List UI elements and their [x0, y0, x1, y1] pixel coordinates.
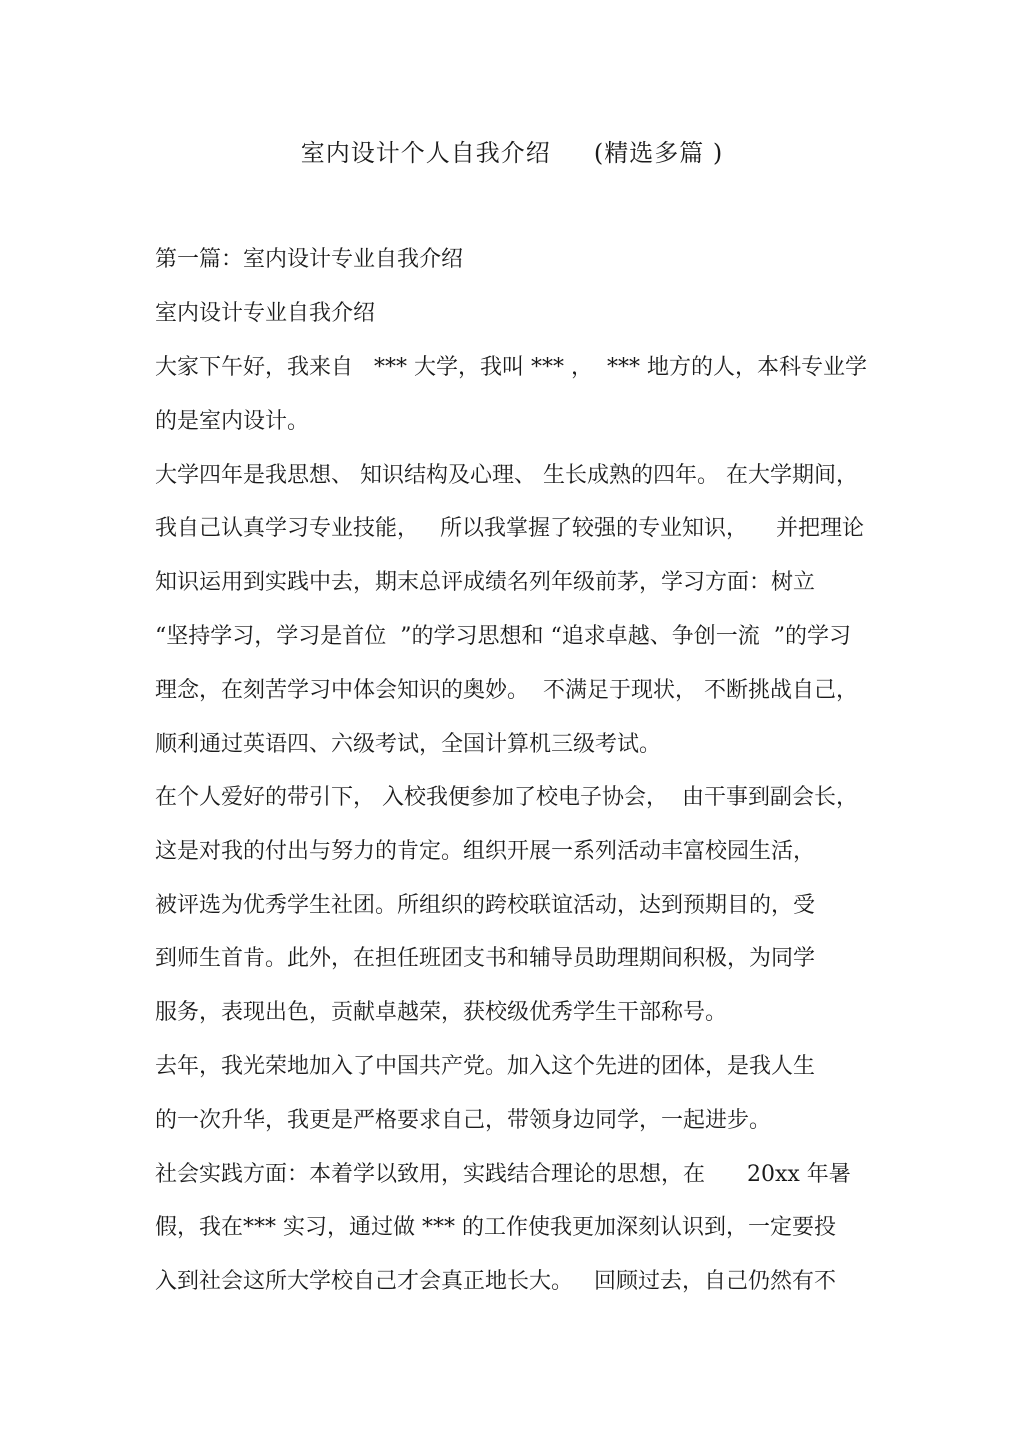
text-line: 社会实践方面：本着学以致用，实践结合理论的思想，在 20xx 年暑 [155, 1162, 851, 1187]
text-line: 知识运用到实践中去，期末总评成绩名列年级前茅，学习方面：树立 [155, 570, 816, 595]
text-line: 被评选为优秀学生社团。所组织的跨校联谊活动，达到预期目的，受 [155, 893, 816, 918]
subheading: 室内设计专业自我介绍 [155, 301, 376, 326]
text-line: 到师生首肯。此外，在担任班团支书和辅导员助理期间积极，为同学 [155, 946, 816, 971]
text-line: 去年，我光荣地加入了中国共产党。加入这个先进的团体，是我人生 [155, 1054, 816, 1079]
text-line: 假，我在*** 实习，通过做 *** 的工作使我更加深刻认识到，一定要投 [155, 1215, 836, 1240]
text-line: 理念，在刻苦学习中体会知识的奥妙。 不满足于现状， 不断挑战自己， [155, 678, 858, 703]
text-line: 的一次升华，我更是严格要求自己，带领身边同学，一起进步。 [155, 1108, 772, 1133]
text-line: 我自己认真学习专业技能， 所以我掌握了较强的专业知识， 并把理论 [155, 516, 864, 541]
text-line: 服务，表现出色，贡献卓越荣，获校级优秀学生干部称号。 [155, 1000, 728, 1025]
text-line: 顺利通过英语四、六级考试，全国计算机三级考试。 [155, 732, 662, 757]
text-line: 在个人爱好的带引下， 入校我便参加了校电子协会， 由干事到副会长， [155, 785, 858, 810]
text-line: 入到社会这所大学校自己才会真正地长大。 回顾过去，自己仍然有不 [155, 1269, 836, 1294]
text-line: 的是室内设计。 [155, 409, 310, 434]
text-line: 大学四年是我思想、 知识结构及心理、 生长成熟的四年。 在大学期间， [155, 463, 858, 488]
text-line: 这是对我的付出与努力的肯定。组织开展一系列活动丰富校园生活， [155, 839, 816, 864]
section-heading: 第一篇：室内设计专业自我介绍 [155, 247, 464, 272]
document-title: 室内设计个人自我介绍 (精选多篇 ) [300, 139, 724, 167]
text-line: “坚持学习，学习是首位 ”的学习思想和 “追求卓越、争创一流 ”的学习 [155, 624, 851, 649]
text-line: 大家下午好，我来自 *** 大学，我叫 *** ， *** 地方的人，本科专业学 [155, 355, 867, 380]
